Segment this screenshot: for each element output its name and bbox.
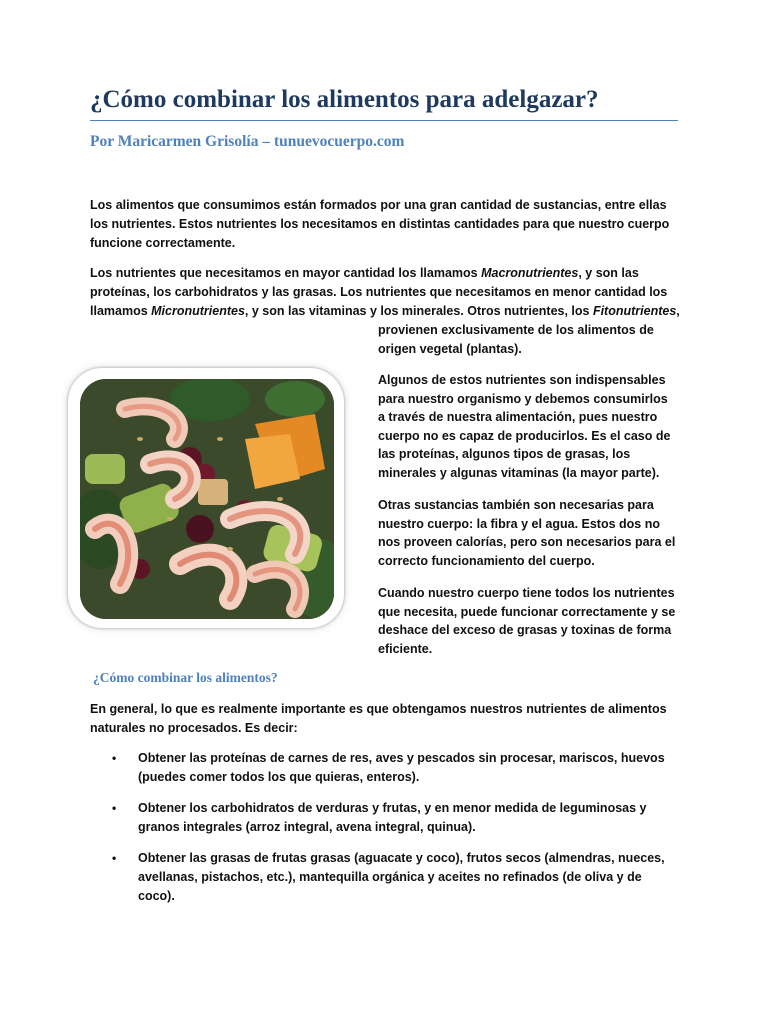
paragraph-2-text-d: , — [676, 304, 680, 318]
recommendation-list — [90, 749, 680, 918]
paragraph-2-text-a: Los nutrientes que necesitamos en mayor cantidad los llamamos — [90, 266, 482, 280]
list-item-text: Obtener las grasas de frutas grasas (aguacate y coco), frutos secos (almendras, nueces, avellanas, pistachos, etc.), mantequilla orgánica y aceites no refinados (de oliva y de coco). — [138, 851, 665, 903]
column-paragraph-1 — [378, 321, 678, 358]
general-paragraph — [90, 700, 680, 738]
term-fitonutrientes: Fitonutrientes — [592, 304, 677, 318]
document-title: ¿Cómo combinar los alimentos para adelgazar? — [90, 86, 599, 113]
list-item — [90, 849, 680, 906]
column-paragraph-2 — [378, 371, 678, 482]
column-text-1: provienen exclusivamente de los alimentos de origen vegetal (plantas). — [378, 323, 654, 356]
intro-paragraph — [90, 196, 680, 253]
list-item — [90, 799, 680, 837]
paragraph-3: En general, lo que es realmente importante es que obtengamos nuestros nutrientes de alimentos naturales no procesados. Es decir: — [90, 702, 667, 735]
term-micronutrientes: Micronutrientes — [151, 304, 245, 318]
bullet-glyph: • — [112, 751, 117, 765]
bullet-glyph: • — [112, 851, 117, 865]
list-item — [90, 749, 680, 787]
paragraph-1: Los alimentos que consumimos están formados por una gran cantidad de sustancias, entre ellas los nutrientes. Estos nutrientes los necesitamos en distintas cantidades para que nuestro cuerpo funcione correctamente. — [90, 198, 670, 250]
salad-shrimp-photo — [80, 379, 334, 619]
column-text-2: Algunos de estos nutrientes son indispensables para nuestro organismo y debemos consumirlos a través de nuestra alimentación, pues nuestro cuerpo no es capaz de producirlos. Es el caso de las proteínas, algunos tipos de grasas, los minerales y algunas vitaminas (la mayor parte). — [378, 373, 671, 480]
section-heading: ¿Cómo combinar los alimentos? — [93, 670, 278, 685]
column-paragraph-3 — [378, 496, 678, 570]
column-paragraph-4 — [378, 584, 678, 658]
paragraph-2-text-b: , y son las proteínas, los carbohidratos y las grasas. Los nutrientes que necesitamos en menor cantidad los llamamos — [90, 266, 668, 318]
bullet-glyph: • — [112, 801, 117, 815]
column-text-3: Otras sustancias también son necesarias para nuestro cuerpo: la fibra y el agua. Estos dos no nos proveen calorías, pero son necesarios para el correcto funcionamiento del cuerpo. — [378, 498, 676, 568]
nutrients-paragraph — [90, 264, 680, 321]
paragraph-2 — [90, 264, 680, 321]
list-item-text: Obtener las proteínas de carnes de res, aves y pescados sin procesar, mariscos, huevos (puedes comer todos los que quieras, enteros). — [138, 751, 665, 784]
list-item-text: Obtener los carbohidratos de verduras y frutas, y en menor medida de leguminosas y granos integrales (arroz integral, avena integral, quinua). — [138, 801, 647, 834]
title-divider — [90, 120, 678, 121]
term-macronutrientes: Macronutrientes — [481, 266, 579, 280]
paragraph-2-text-c: , y son las vitaminas y los minerales. Otros nutrientes, los — [244, 304, 593, 318]
column-text-4: Cuando nuestro cuerpo tiene todos los nutrientes que necesita, puede funcionar correctamente y se deshace del exceso de grasas y toxinas de forma eficiente. — [378, 586, 676, 656]
byline: Por Maricarmen Grisolía – tunuevocuerpo.com — [90, 133, 405, 150]
